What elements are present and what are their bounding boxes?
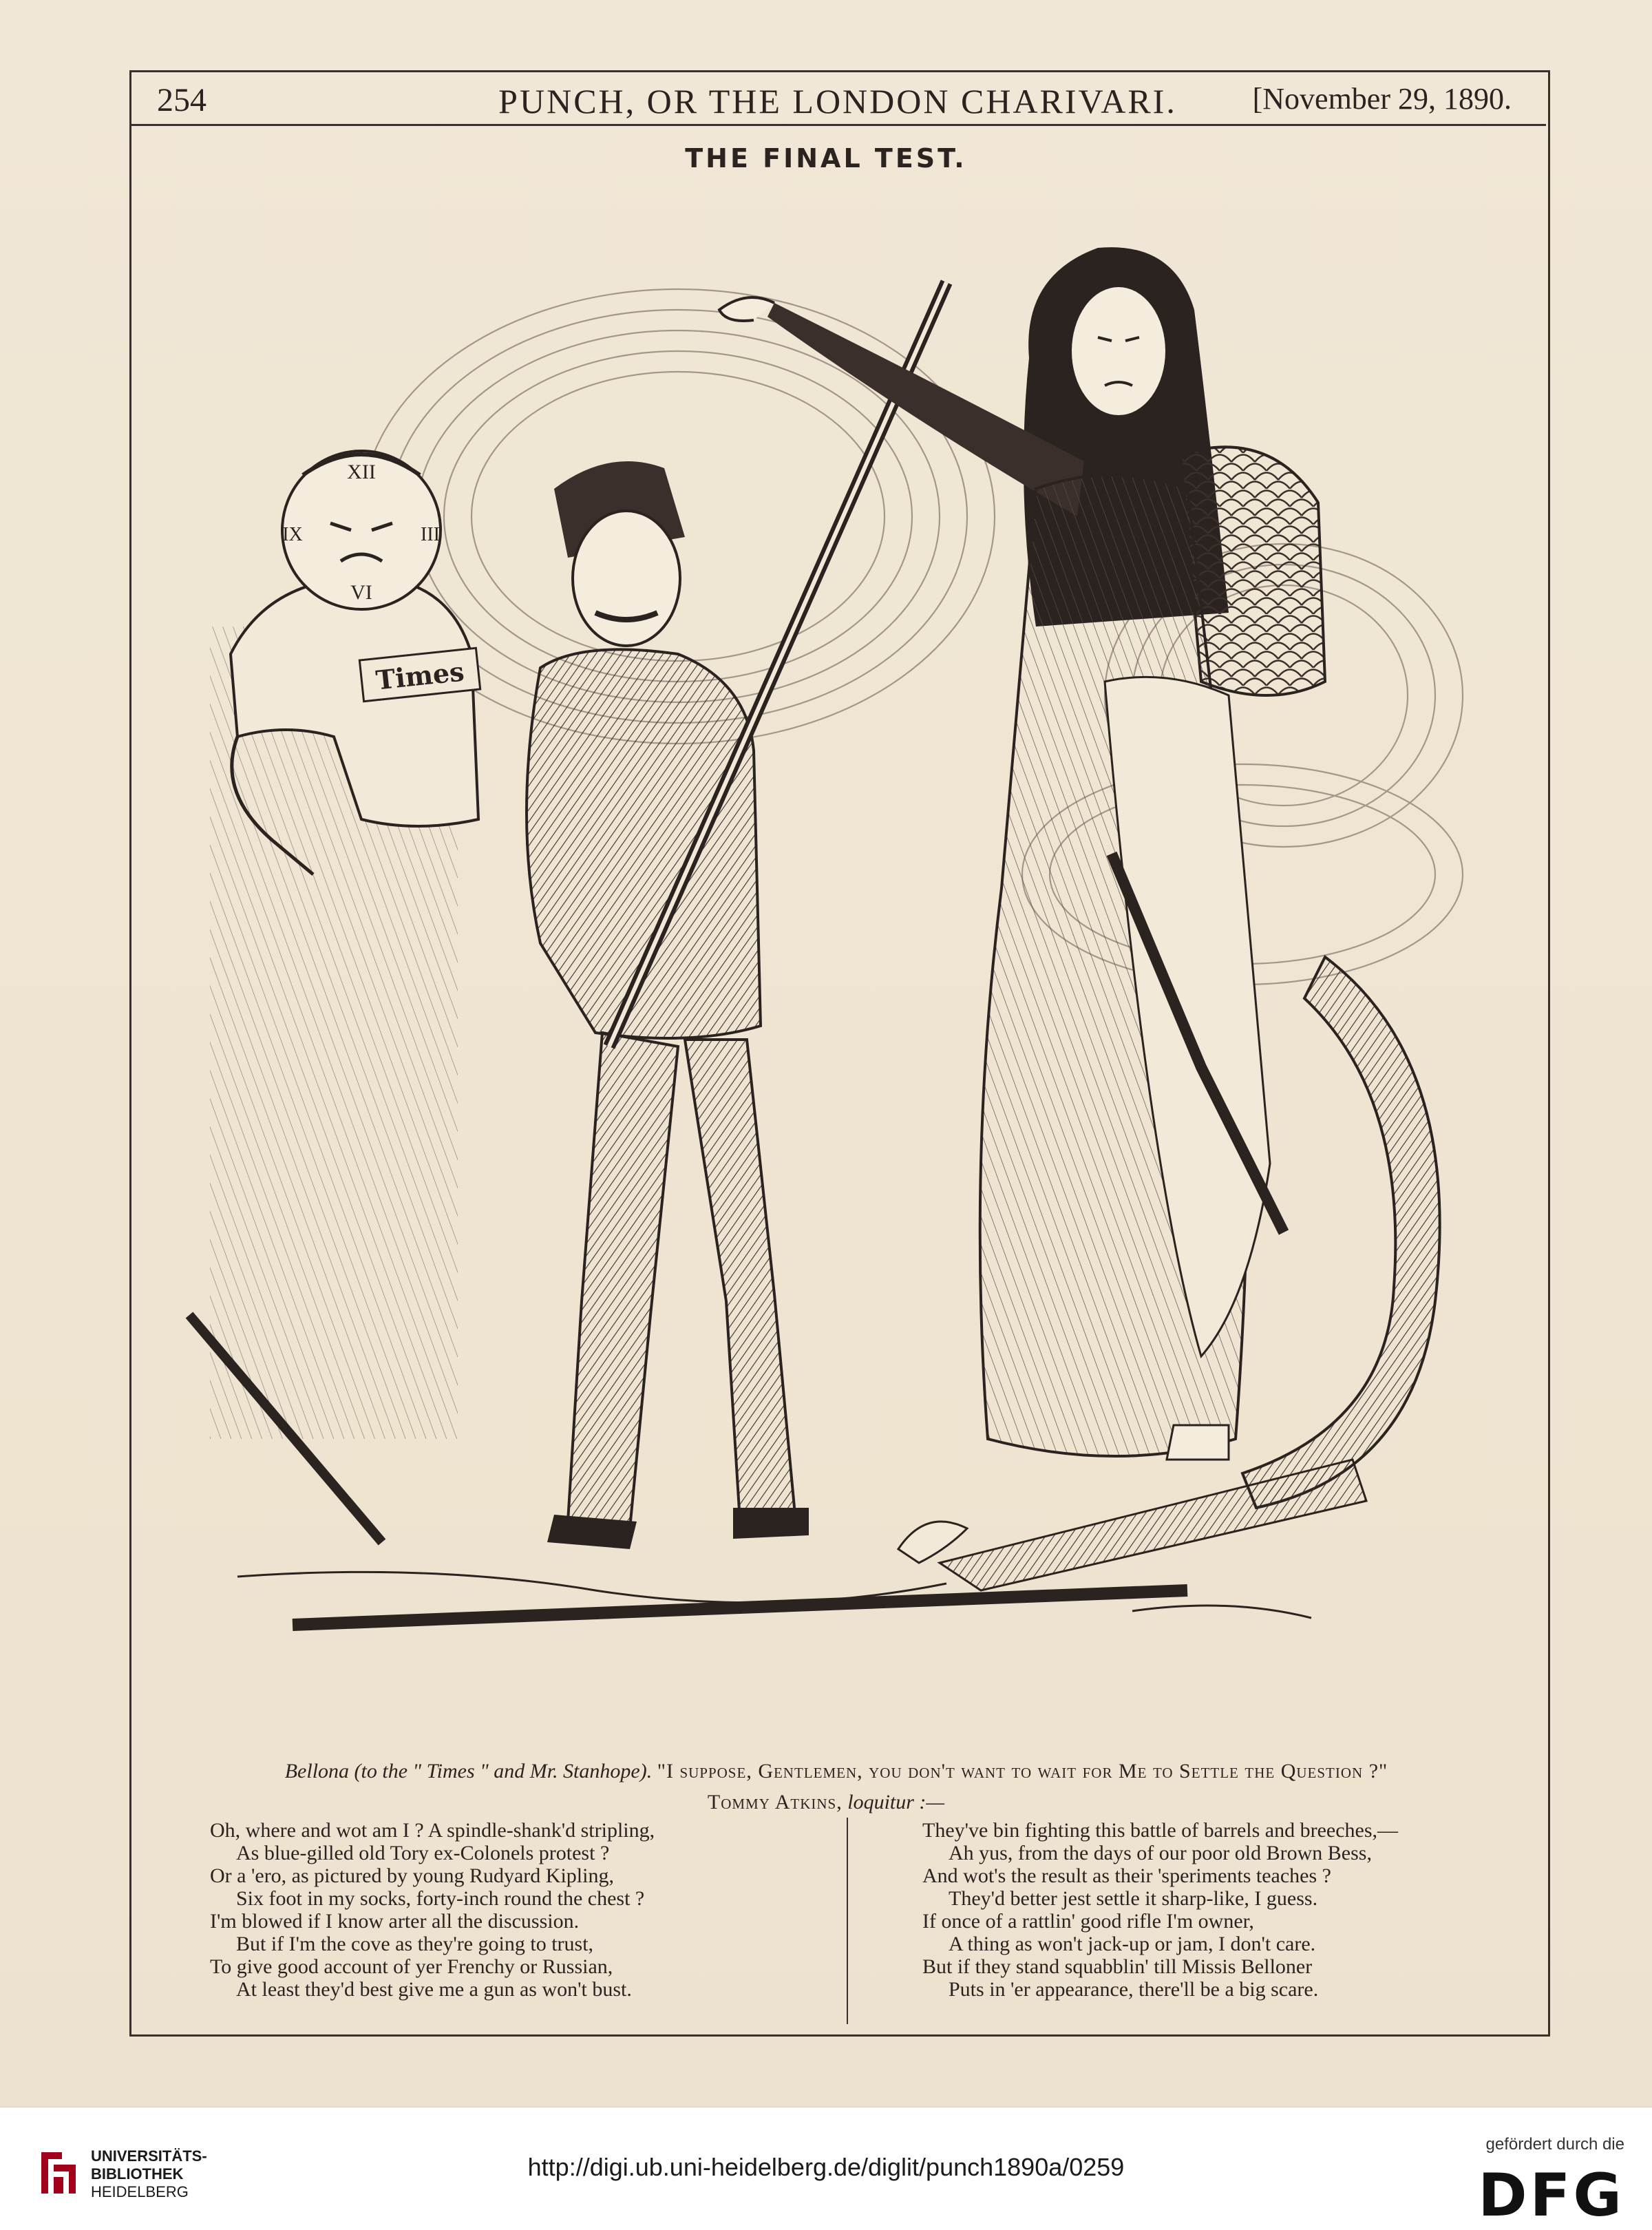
library-name-line: UNIVERSITÄTS- bbox=[91, 2147, 207, 2165]
verse-line: But if I'm the cove as they're going to trust, bbox=[236, 1933, 594, 1955]
verse-line: Puts in 'er appearance, there'll be a big scare. bbox=[949, 1978, 1319, 2001]
speaker-name: Tommy Atkins, bbox=[707, 1791, 843, 1813]
verse-line: Oh, where and wot am I ? A spindle-shank'd stripling, bbox=[210, 1819, 655, 1842]
digitization-footer bbox=[0, 2107, 1652, 2230]
verse-line: Ah yus, from the days of our poor old Brown Bess, bbox=[949, 1842, 1372, 1864]
verse-line: At least they'd best give me a gun as won't bust. bbox=[236, 1978, 632, 2001]
verse-line: As blue-gilled old Tory ex-Colonels protest ? bbox=[236, 1842, 610, 1864]
caption-quote: "I suppose, Gentlemen, you don't want to wait for Me to Settle the Question ?" bbox=[657, 1760, 1388, 1782]
verse-line: A thing as won't jack-up or jam, I don't care. bbox=[949, 1933, 1316, 1955]
column-rule bbox=[847, 1818, 848, 2024]
caption-lead: Bellona (to the " Times " and Mr. Stanhope). bbox=[284, 1760, 653, 1782]
verse-line: They've bin fighting this battle of barrels and breeches,— bbox=[922, 1819, 1399, 1842]
library-name-line: HEIDELBERG bbox=[91, 2183, 189, 2200]
cartoon-caption bbox=[148, 1760, 1525, 1783]
funder-text: gefördert durch die bbox=[1485, 2135, 1624, 2154]
times-newspaper-label: Times bbox=[374, 655, 466, 696]
svg-text:VI: VI bbox=[350, 581, 372, 604]
issue-date: [November 29, 1890. bbox=[1252, 82, 1512, 116]
verse-line: Or a 'ero, as pictured by young Rudyard Kipling, bbox=[210, 1864, 614, 1887]
speaker-verb: loquitur :— bbox=[847, 1791, 945, 1813]
soldier-figure bbox=[527, 282, 946, 1549]
masthead: PUNCH, OR THE LONDON CHARIVARI. bbox=[498, 82, 1177, 120]
verse-line: To give good account of yer Frenchy or Russian, bbox=[210, 1955, 613, 1978]
times-figure bbox=[210, 451, 480, 1439]
cartoon-illustration bbox=[155, 131, 1518, 1707]
verse-line: I'm blowed if I know arter all the discussion. bbox=[210, 1910, 580, 1933]
svg-text:XII: XII bbox=[347, 461, 376, 483]
bellona-figure bbox=[719, 247, 1440, 1508]
svg-text:IX: IX bbox=[282, 524, 303, 545]
verse-speaker bbox=[0, 1791, 1652, 1814]
cartoon-title: THE FINAL TEST. bbox=[685, 143, 967, 173]
page-header bbox=[129, 76, 1546, 126]
verse-line: They'd better jest settle it sharp-like, I guess. bbox=[949, 1887, 1318, 1910]
verse-left-column bbox=[210, 1819, 829, 2001]
verse-line: Six foot in my socks, forty-inch round the chest ? bbox=[236, 1887, 645, 1910]
verse-line: But if they stand squabblin' till Missis Belloner bbox=[922, 1955, 1313, 1978]
library-name-line: BIBLIOTHEK bbox=[91, 2165, 184, 2182]
dfg-logo: DFG bbox=[1478, 2161, 1624, 2230]
verse-right-column bbox=[922, 1819, 1542, 2001]
verse-line: If once of a rattlin' good rifle I'm owner, bbox=[922, 1910, 1254, 1933]
source-url-link[interactable]: http://digi.ub.uni-heidelberg.de/diglit/punch1890a/0259 bbox=[527, 2153, 1125, 2181]
page-number: 254 bbox=[157, 82, 206, 118]
verse-line: And wot's the result as their 'speriments teaches ? bbox=[922, 1864, 1331, 1887]
svg-text:III: III bbox=[421, 524, 440, 545]
